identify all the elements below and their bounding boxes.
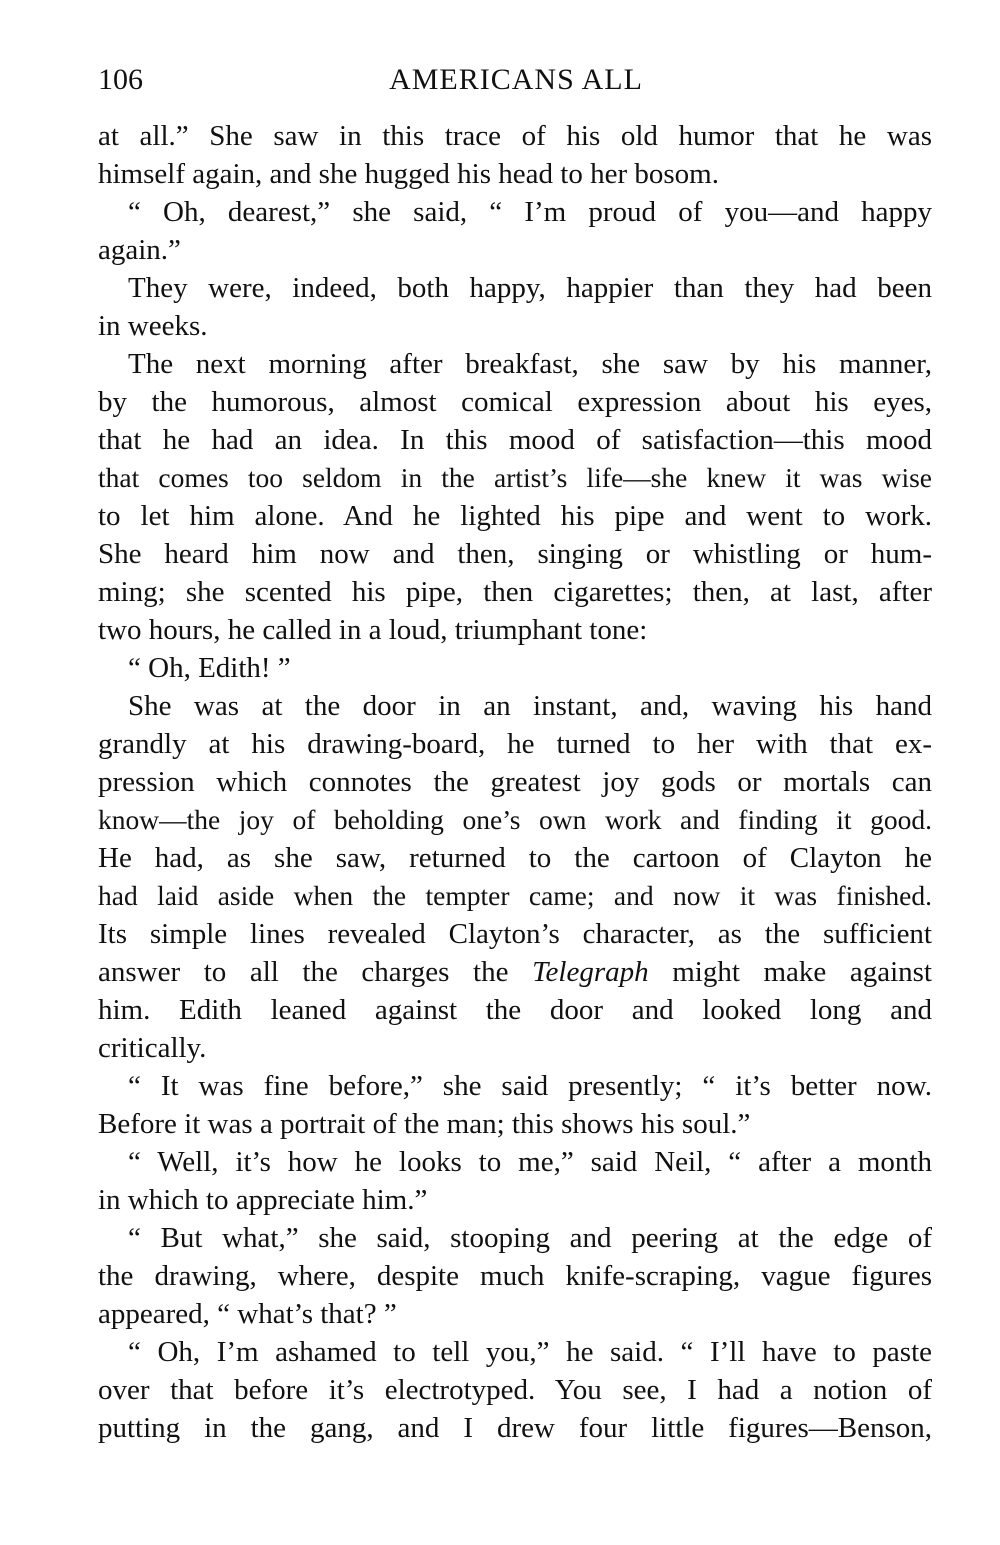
- text-line: pression which connotes the greatest joy gods or mortals can: [98, 766, 932, 798]
- text-line: two hours, he called in a loud, triumphant tone:: [98, 614, 648, 646]
- text-line: in which to appreciate him.”: [98, 1184, 428, 1216]
- page-number: 106: [98, 63, 143, 96]
- text-line: “ Oh, dearest,” she said, “ I’m proud of you—and happy: [128, 196, 932, 228]
- text-line: She heard him now and then, singing or whistling or hum-: [98, 538, 932, 570]
- line-text: might make against: [648, 956, 932, 988]
- text-line: ming; she scented his pipe, then cigarettes; then, at last, after: [98, 576, 932, 608]
- text-line: Before it was a portrait of the man; this shows his soul.”: [98, 1108, 751, 1140]
- text-line: to let him alone. And he lighted his pipe and went to work.: [98, 500, 932, 532]
- text-line: “ Oh, Edith! ”: [128, 652, 291, 684]
- text-line: He had, as she saw, returned to the cartoon of Clayton he: [98, 842, 932, 874]
- text-line: over that before it’s electrotyped. You see, I had a notion of: [98, 1374, 932, 1406]
- text-line: “ But what,” she said, stooping and peering at the edge of: [128, 1222, 932, 1254]
- text-line: himself again, and she hugged his head to her bosom.: [98, 158, 719, 190]
- running-title: AMERICANS ALL: [389, 63, 643, 96]
- body-text: [98, 117, 932, 1447]
- text-line: again.”: [98, 234, 181, 266]
- text-line: [98, 953, 932, 991]
- text-line: “ Well, it’s how he looks to me,” said Neil, “ after a month: [128, 1146, 932, 1178]
- text-line: grandly at his drawing-board, he turned to her with that ex-: [98, 728, 932, 760]
- text-line: Its simple lines revealed Clayton’s character, as the sufficient: [98, 918, 932, 950]
- text-line: him. Edith leaned against the door and looked long and: [98, 994, 932, 1026]
- text-line: putting in the gang, and I drew four little figures—Benson,: [98, 1412, 932, 1444]
- text-line: at all.” She saw in this trace of his old humor that he was: [98, 120, 932, 152]
- text-line: had laid aside when the tempter came; and now it was finished.: [98, 880, 932, 911]
- text-line: the drawing, where, despite much knife-scraping, vague figures: [98, 1260, 932, 1292]
- text-line: She was at the door in an instant, and, waving his hand: [128, 690, 932, 722]
- text-line: They were, indeed, both happy, happier than they had been: [128, 272, 932, 304]
- text-line: “ It was fine before,” she said presently; “ it’s better now.: [128, 1070, 932, 1102]
- text-line: that he had an idea. In this mood of satisfaction—this mood: [98, 424, 932, 456]
- running-header: [98, 60, 934, 100]
- newspaper-title: Telegraph: [532, 956, 649, 988]
- text-line: know—the joy of beholding one’s own work and finding it good.: [98, 804, 932, 835]
- line-text: answer to all the charges the: [98, 956, 533, 988]
- text-line: critically.: [98, 1032, 207, 1064]
- text-line: “ Oh, I’m ashamed to tell you,” he said. “ I’ll have to paste: [128, 1336, 932, 1368]
- text-line: appeared, “ what’s that? ”: [98, 1298, 397, 1330]
- text-line: by the humorous, almost comical expression about his eyes,: [98, 386, 932, 418]
- text-line: in weeks.: [98, 310, 208, 342]
- text-line: that comes too seldom in the artist’s life—she knew it was wise: [98, 462, 932, 493]
- text-line: The next morning after breakfast, she saw by his manner,: [128, 348, 932, 380]
